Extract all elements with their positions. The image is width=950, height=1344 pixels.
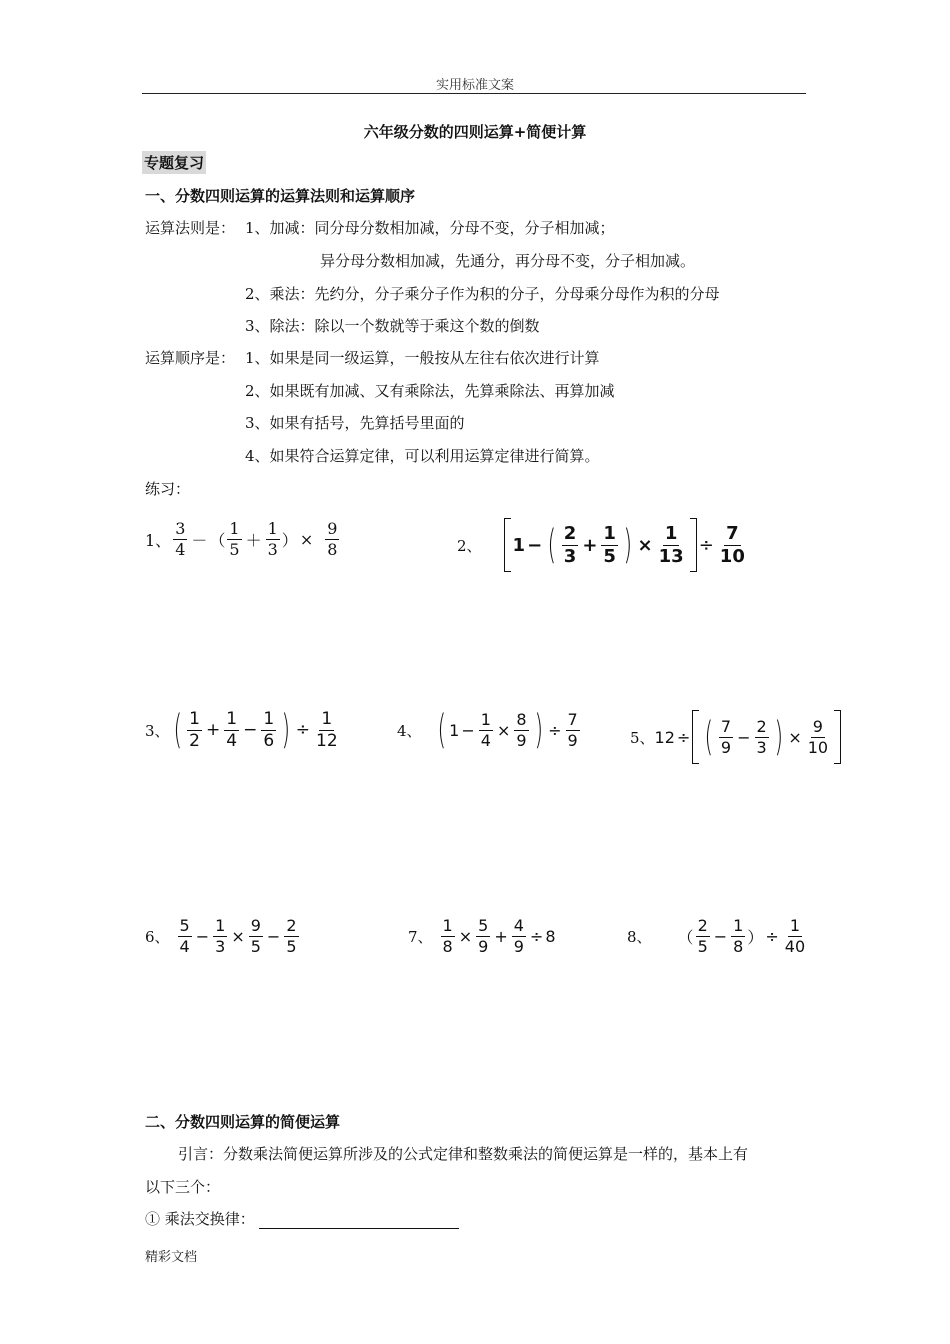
- exercise-number: 3、: [145, 721, 170, 740]
- exercise-1: [145, 520, 341, 558]
- exercise-number: 2、: [457, 536, 482, 555]
- fraction: $\frac{9}{5}$: [250, 916, 261, 956]
- fraction: $\frac{1}{40}$: [784, 916, 806, 956]
- fraction: $\frac{1}{8}$: [442, 916, 453, 956]
- fraction: $\frac{2}{3}$: [756, 716, 767, 757]
- fraction: $\frac{1}{4}$: [226, 709, 238, 751]
- plus-sign: ＋: [245, 530, 262, 550]
- right-bracket: [690, 518, 697, 572]
- order-line: 4、如果符合运算定律，可以利用运算定律进行简算。: [245, 447, 600, 465]
- exercise-4: [397, 707, 582, 753]
- divide-sign: ÷: [548, 720, 562, 740]
- law-item-1: [145, 1208, 459, 1229]
- times-sign: ×: [788, 727, 802, 747]
- minus-sign: −: [195, 926, 210, 946]
- page-header: 实用标准文案: [435, 78, 514, 93]
- left-paren: (: [437, 707, 446, 753]
- left-paren: (: [547, 522, 557, 568]
- exercise-number: 5、: [630, 728, 655, 747]
- left-paren: (: [704, 714, 714, 760]
- order-line: 1、如果是同一级运算，一般按从左往右依次进行计算: [245, 349, 600, 367]
- rule-line: 1、加减：同分母分数相加减，分母不变，分子相加减；: [245, 219, 615, 237]
- fraction: $\frac{7}{9}$: [720, 716, 732, 757]
- rule-line: 3、除法：除以一个数就等于乘这个数的倒数: [245, 317, 540, 335]
- exercise-number: 7、: [408, 927, 433, 946]
- divide-sign: ÷: [676, 727, 691, 747]
- number-twelve: 12: [654, 727, 675, 747]
- exercise-6: [145, 917, 301, 955]
- fraction: $\frac{1}{8}$: [733, 916, 744, 956]
- exercise-number: 8、: [627, 927, 652, 946]
- times-sign: ×: [458, 926, 473, 946]
- left-paren: (: [173, 707, 182, 754]
- minus-sign: −: [461, 720, 475, 740]
- fraction: $\frac{1}{3}$: [215, 916, 226, 956]
- exercise-number: 4、: [397, 721, 422, 740]
- times-sign: ×: [299, 529, 314, 549]
- fraction: $\frac{5}{9}$: [478, 916, 489, 956]
- fraction: $\frac{9}{10}$: [807, 716, 829, 757]
- plus-sign: +: [494, 926, 508, 946]
- section1-heading: 一、分数四则运算的运算法则和运算顺序: [145, 187, 416, 205]
- right-bracket: [834, 710, 841, 764]
- plus-sign: +: [205, 720, 221, 741]
- minus-sign: －: [191, 530, 208, 550]
- right-paren: ): [281, 707, 291, 754]
- minus-sign: −: [527, 534, 543, 556]
- page-footer: 精彩文档: [145, 1250, 198, 1265]
- minus-sign: −: [737, 727, 751, 747]
- divide-sign: ÷: [295, 720, 310, 741]
- fraction: $\frac{1}{3}$: [267, 519, 278, 559]
- divide-sign: ÷: [765, 926, 779, 946]
- page-title: 六年级分数的四则运算+简便计算: [363, 123, 587, 141]
- fraction: $\frac{2}{3}$: [563, 522, 577, 567]
- left-bracket: [504, 518, 511, 572]
- right-paren: ）: [747, 927, 764, 947]
- fraction: $\frac{9}{8}$: [327, 519, 338, 559]
- number-eight: 8: [545, 926, 556, 946]
- right-paren: ）: [281, 530, 298, 550]
- section2-heading: 二、分数四则运算的简便运算: [145, 1113, 341, 1131]
- plus-sign: +: [582, 534, 598, 556]
- law-item-label: ① 乘法交换律：: [145, 1210, 255, 1228]
- fraction: $\frac{1}{12}$: [316, 709, 338, 751]
- rules-label: 运算法则是：: [145, 219, 236, 237]
- minus-sign: −: [266, 926, 281, 946]
- divide-sign: ÷: [698, 534, 714, 556]
- fraction: $\frac{3}{4}$: [175, 519, 186, 559]
- minus-sign: −: [713, 926, 728, 946]
- left-paren: （: [209, 530, 226, 550]
- number-one: 1: [449, 720, 460, 740]
- exercise-2: [457, 518, 749, 572]
- exercise-number: 6、: [145, 927, 170, 946]
- fraction: $\frac{1}{5}$: [603, 522, 616, 567]
- fraction: $\frac{8}{9}$: [516, 709, 527, 750]
- fraction: $\frac{1}{4}$: [480, 709, 491, 750]
- exercise-7: [408, 917, 556, 955]
- right-paren: ): [774, 714, 783, 760]
- times-sign: ×: [496, 720, 511, 740]
- fraction: $\frac{2}{5}$: [286, 916, 297, 956]
- fraction: $\frac{4}{9}$: [513, 916, 524, 956]
- number-one: 1: [512, 534, 526, 556]
- fraction: $\frac{5}{4}$: [179, 916, 190, 956]
- minus-sign: −: [243, 720, 258, 741]
- practice-label: 练习：: [145, 480, 191, 498]
- fraction: $\frac{7}{10}$: [719, 522, 745, 567]
- left-bracket: [692, 710, 699, 764]
- fraction: $\frac{7}{9}$: [567, 709, 578, 750]
- header-rule: [142, 93, 806, 94]
- intro-line: 以下三个：: [145, 1178, 221, 1196]
- fraction: $\frac{2}{5}$: [697, 916, 708, 956]
- exercise-8: [627, 917, 809, 955]
- times-sign: ×: [231, 926, 245, 946]
- right-paren: ): [534, 707, 543, 753]
- topic-tag: 专题复习: [142, 151, 206, 174]
- fraction: $\frac{1}{2}$: [189, 709, 200, 751]
- fraction: $\frac{1}{5}$: [229, 519, 240, 559]
- order-label: 运算顺序是：: [145, 349, 236, 367]
- order-line: 3、如果有括号，先算括号里面的: [245, 414, 465, 432]
- times-sign: ×: [637, 534, 653, 556]
- fraction: $\frac{1}{6}$: [263, 709, 275, 751]
- rule-line: 异分母分数相加减，先通分，再分母不变，分子相加减。: [320, 252, 696, 270]
- fraction: $\frac{1}{13}$: [658, 522, 684, 567]
- order-line: 2、如果既有加减、又有乘除法，先算乘除法、再算加减: [245, 382, 615, 400]
- rule-line: 2、乘法：先约分，分子乘分子作为积的分子，分母乘分母作为积的分母: [245, 285, 720, 303]
- right-paren: ): [623, 522, 633, 568]
- exercise-number: 1、: [145, 530, 172, 550]
- exercise-5: [630, 710, 841, 764]
- left-paren: （: [677, 927, 694, 947]
- fill-in-blank[interactable]: [259, 1214, 459, 1229]
- exercise-3: [145, 707, 342, 754]
- intro-line: 引言：分数乘法简便运算所涉及的公式定律和整数乘法的简便运算是一样的，基本上有: [178, 1145, 749, 1163]
- divide-sign: ÷: [529, 926, 544, 946]
